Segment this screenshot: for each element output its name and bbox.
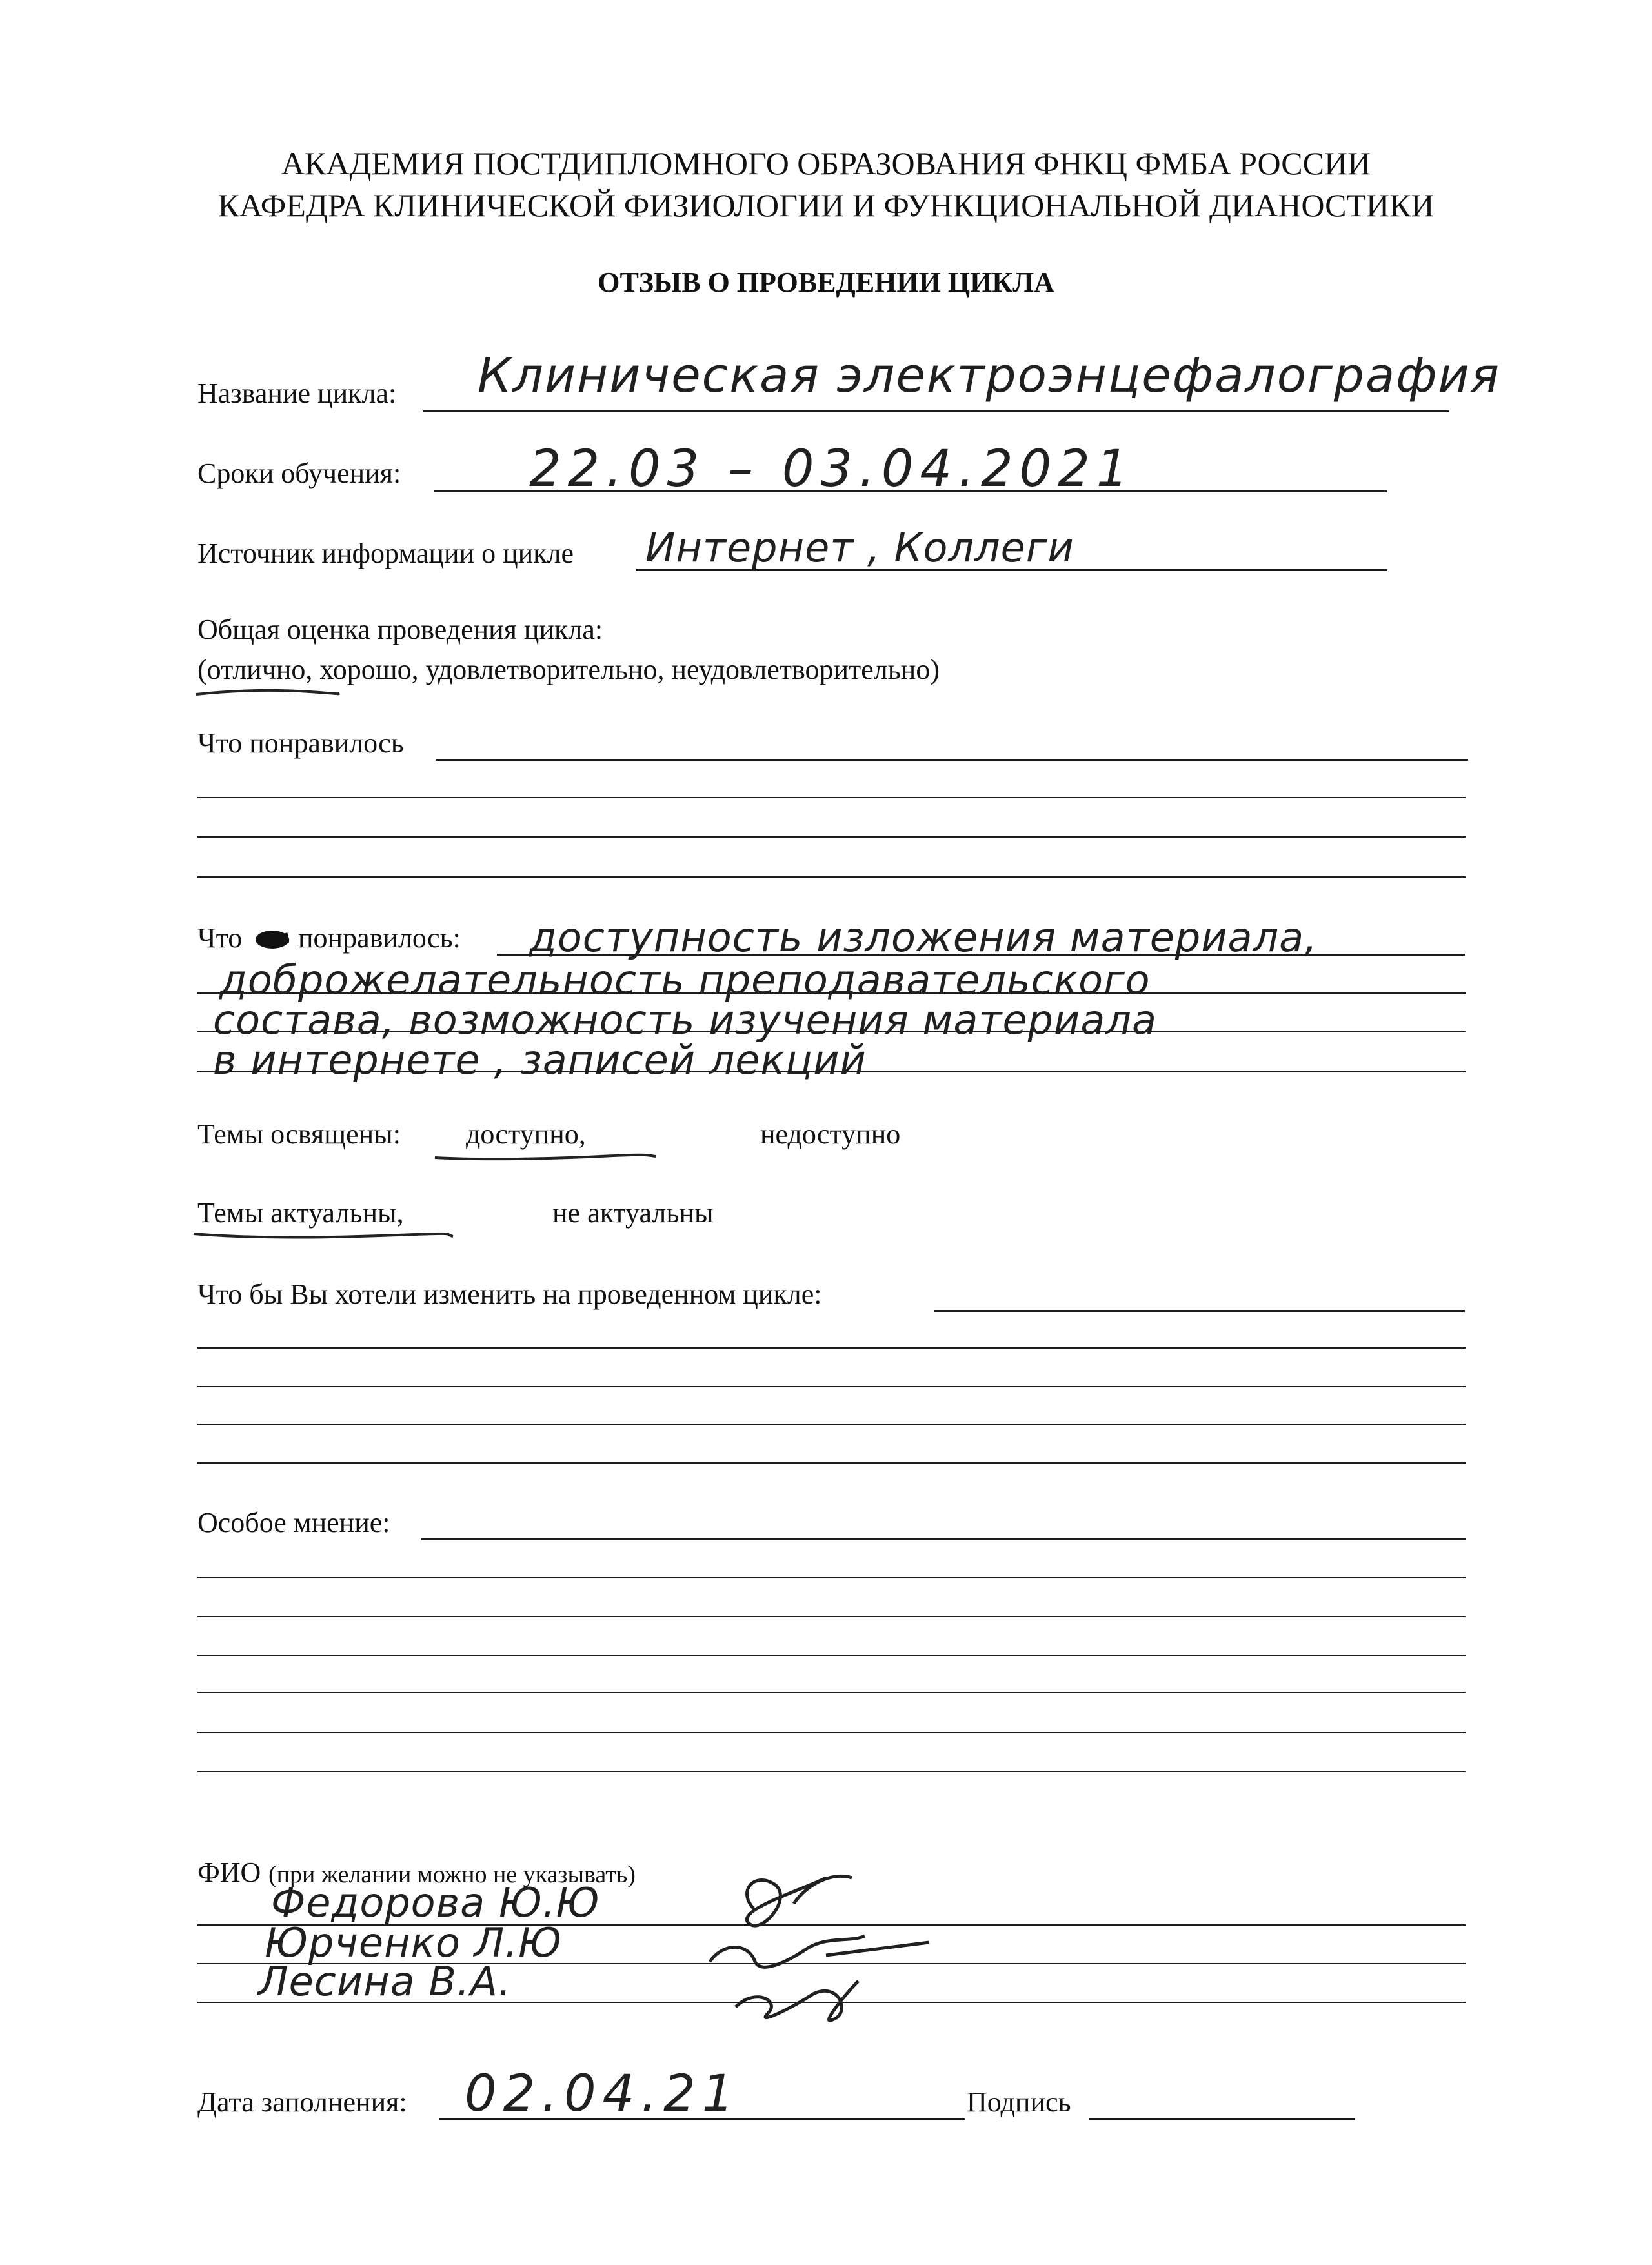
fill-date-label: Дата заполнения: [197, 2086, 407, 2118]
liked-line-3 [197, 836, 1466, 838]
change-label: Что бы Вы хотели изменить на проведенном цикле: [197, 1278, 822, 1310]
opinion-line-3 [197, 1616, 1466, 1617]
disliked-label-before: Что [197, 922, 243, 954]
source-label: Источник информации о цикле [197, 538, 574, 569]
liked-line-2 [197, 797, 1466, 798]
topics-option-accessible[interactable]: доступно, [466, 1118, 586, 1150]
relevance-option-relevant[interactable]: Темы актуальны, [197, 1197, 404, 1229]
fio-value-3[interactable]: Лесина В.А. [258, 1958, 512, 2005]
opinion-line-1 [421, 1538, 1466, 1540]
signature-marks [697, 1865, 955, 2026]
disliked-value-line-1[interactable]: доступность изложения материала, [529, 914, 1318, 961]
header-department: КАФЕДРА КЛИНИЧЕСКОЙ ФИЗИОЛОГИИ И ФУНКЦИОНАЛЬНОЙ ДИАНОСТИКИ [217, 187, 1435, 223]
liked-label: Что понравилось [197, 727, 404, 759]
rating-label: Общая оценка проведения цикла: [197, 614, 603, 645]
fio-label: ФИО [197, 1857, 261, 1888]
opinion-label: Особое мнение: [197, 1507, 390, 1538]
liked-line-1 [436, 759, 1468, 761]
opinion-line-5 [197, 1692, 1466, 1693]
change-line-4 [197, 1424, 1466, 1425]
rating-underline-mark [194, 685, 342, 705]
opinion-line-6 [197, 1732, 1466, 1733]
opinion-line-7 [197, 1771, 1466, 1772]
change-line-5 [197, 1462, 1466, 1464]
fio-value-2[interactable]: Юрченко Л.Ю [265, 1919, 562, 1966]
change-line-2 [197, 1347, 1466, 1349]
relevance-selection-underline [191, 1227, 456, 1247]
disliked-value-line-2[interactable]: доброжелательность преподавательского [219, 956, 1151, 1003]
signature-label: Подпись [967, 2086, 1071, 2118]
disliked-value-line-3[interactable]: состава, возможность изучения материала [213, 996, 1157, 1043]
header-academy: АКАДЕМИЯ ПОСТДИПЛОМНОГО ОБРАЗОВАНИЯ ФНКЦ ФМБА РОССИИ [281, 145, 1371, 181]
disliked-label-after: понравилось: [298, 922, 461, 954]
signature-line[interactable] [1089, 2118, 1355, 2120]
fio-value-1[interactable]: Федорова Ю.Ю [271, 1879, 600, 1926]
source-value[interactable]: Интернет , Коллеги [645, 524, 1074, 571]
scribble-icon [253, 927, 293, 952]
dates-label: Сроки обучения: [197, 458, 401, 489]
topics-selection-underline [432, 1150, 658, 1169]
liked-line-4 [197, 876, 1466, 878]
cycle-name-value[interactable]: Клиническая электроэнцефалография [478, 348, 1501, 403]
disliked-value-line-4[interactable]: в интернете , записей лекций [213, 1036, 867, 1083]
opinion-line-4 [197, 1655, 1466, 1656]
relevance-option-not-relevant[interactable]: не актуальны [552, 1197, 714, 1229]
dates-value[interactable]: 22.03 – 03.04.2021 [529, 440, 1135, 498]
cycle-name-line [423, 410, 1449, 412]
cycle-name-label: Название цикла: [197, 378, 397, 409]
topics-option-inaccessible[interactable]: недоступно [760, 1118, 901, 1150]
change-line-1 [934, 1310, 1465, 1312]
change-line-3 [197, 1386, 1466, 1387]
fill-date-value[interactable]: 02.04.21 [465, 2065, 741, 2123]
opinion-line-2 [197, 1577, 1466, 1578]
topics-label: Темы освящены: [197, 1118, 401, 1150]
rating-options: (отлично, хорошо, удовлетворительно, неудовлетворительно) [197, 654, 940, 685]
form-title: ОТЗЫВ О ПРОВЕДЕНИИ ЦИКЛА [598, 267, 1054, 298]
fio-note: (при желании можно не указывать) [268, 1861, 636, 1888]
